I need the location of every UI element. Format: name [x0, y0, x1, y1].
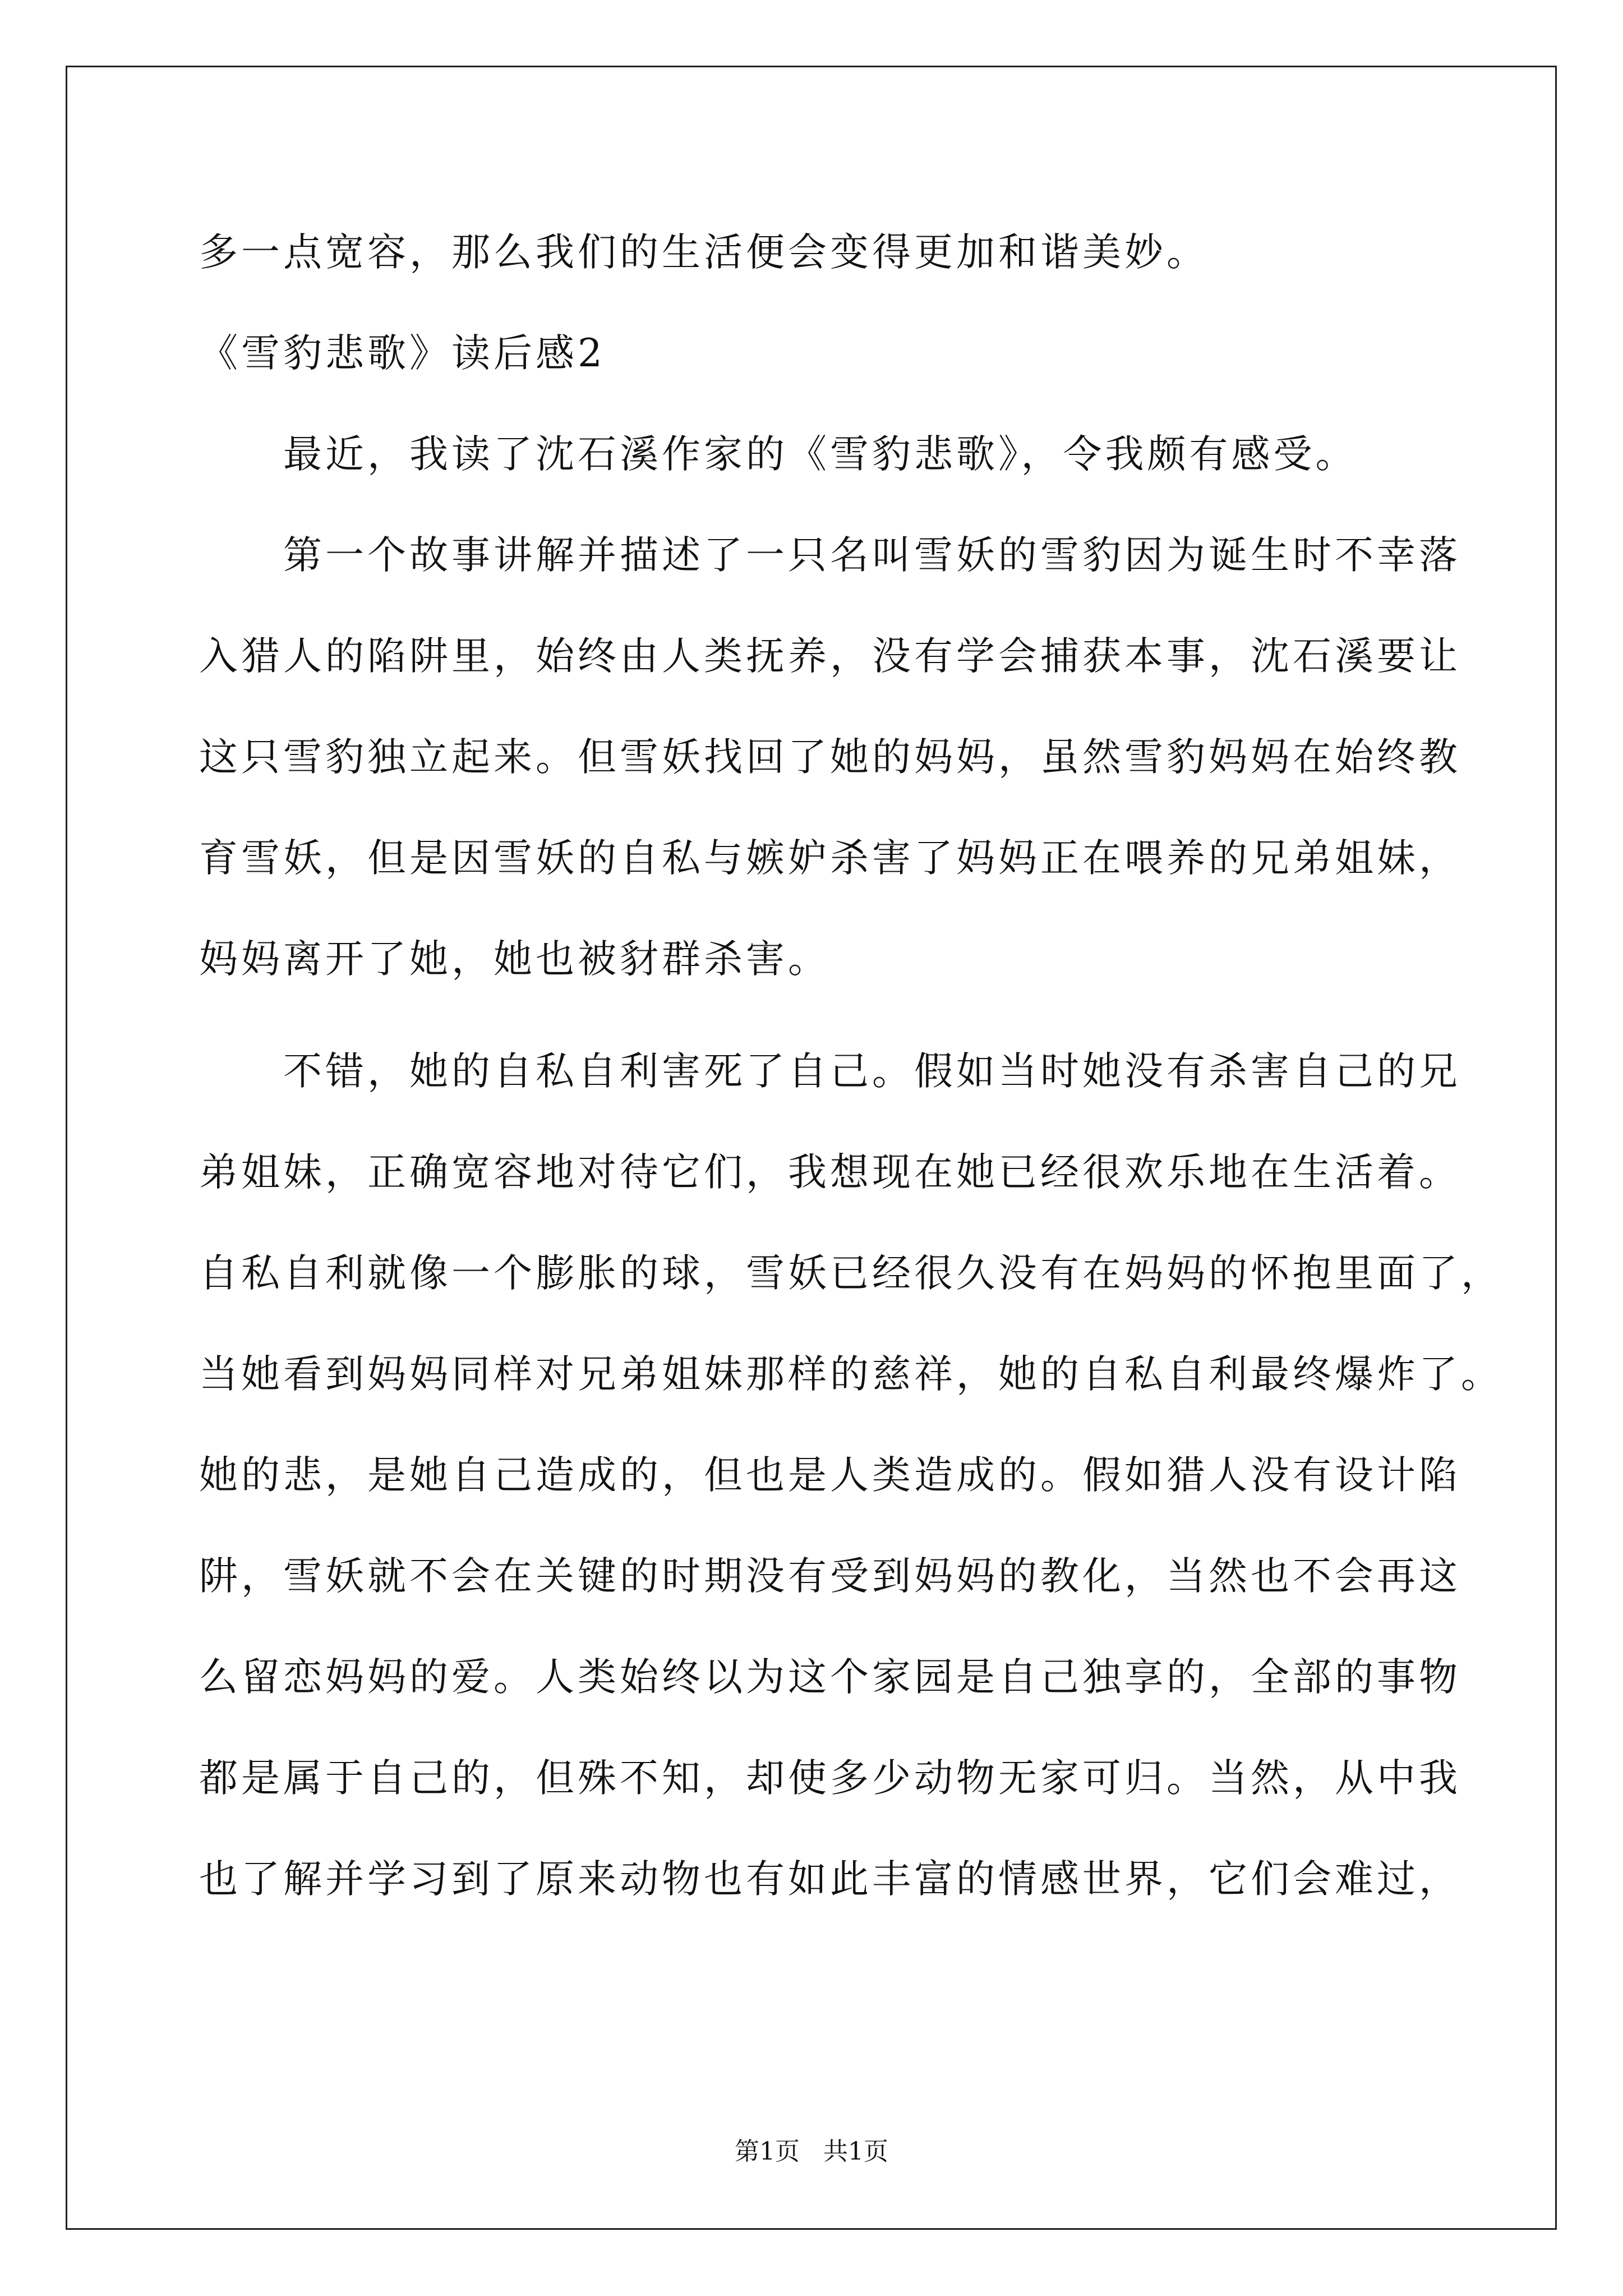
paragraph-line: 妈妈离开了她，她也被豺群杀害。: [199, 937, 830, 982]
section-heading: 《雪豹悲歌》读后感2: [199, 331, 606, 376]
paragraph-line: 她的悲，是她自己造成的，但也是人类造成的。假如猎人没有设计陷: [199, 1453, 1461, 1498]
paragraph-line: 最近，我读了沈石溪作家的《雪豹悲歌》，令我颇有感受。: [283, 432, 1358, 477]
paragraph-line: 都是属于自己的，但殊不知，却使多少动物无家可归。当然，从中我: [199, 1756, 1461, 1801]
paragraph-line: 弟姐妹，正确宽容地对待它们，我想现在她已经很欢乐地在生活着。: [199, 1150, 1461, 1195]
paragraph-line: 第一个故事讲解并描述了一只名叫雪妖的雪豹因为诞生时不幸落: [283, 533, 1461, 578]
paragraph-line: 阱，雪妖就不会在关键的时期没有受到妈妈的教化，当然也不会再这: [199, 1554, 1461, 1599]
page-footer: 第1页 共1页: [735, 2137, 888, 2166]
paragraph-line: 多一点宽容，那么我们的生活便会变得更加和谐美妙。: [199, 230, 1209, 275]
paragraph-line: 这只雪豹独立起来。但雪妖找回了她的妈妈，虽然雪豹妈妈在始终教: [199, 735, 1461, 780]
paragraph-line: 不错，她的自私自利害死了自己。假如当时她没有杀害自己的兄: [283, 1049, 1461, 1094]
paragraph-line: 育雪妖，但是因雪妖的自私与嫉妒杀害了妈妈正在喂养的兄弟姐妹，: [199, 836, 1461, 881]
paragraph-line: 当她看到妈妈同样对兄弟姐妹那样的慈祥，她的自私自利最终爆炸了。: [199, 1352, 1503, 1397]
paragraph-line: 也了解并学习到了原来动物也有如此丰富的情感世界，它们会难过，: [199, 1857, 1461, 1902]
document-body: [199, 202, 1503, 1930]
paragraph-line: 入猎人的陷阱里，始终由人类抚养，没有学会捕获本事，沈石溪要让: [199, 634, 1461, 679]
paragraph-line: 自私自利就像一个膨胀的球，雪妖已经很久没有在妈妈的怀抱里面了，: [199, 1251, 1503, 1296]
paragraph-line: 么留恋妈妈的爱。人类始终以为这个家园是自己独享的，全部的事物: [199, 1655, 1461, 1700]
